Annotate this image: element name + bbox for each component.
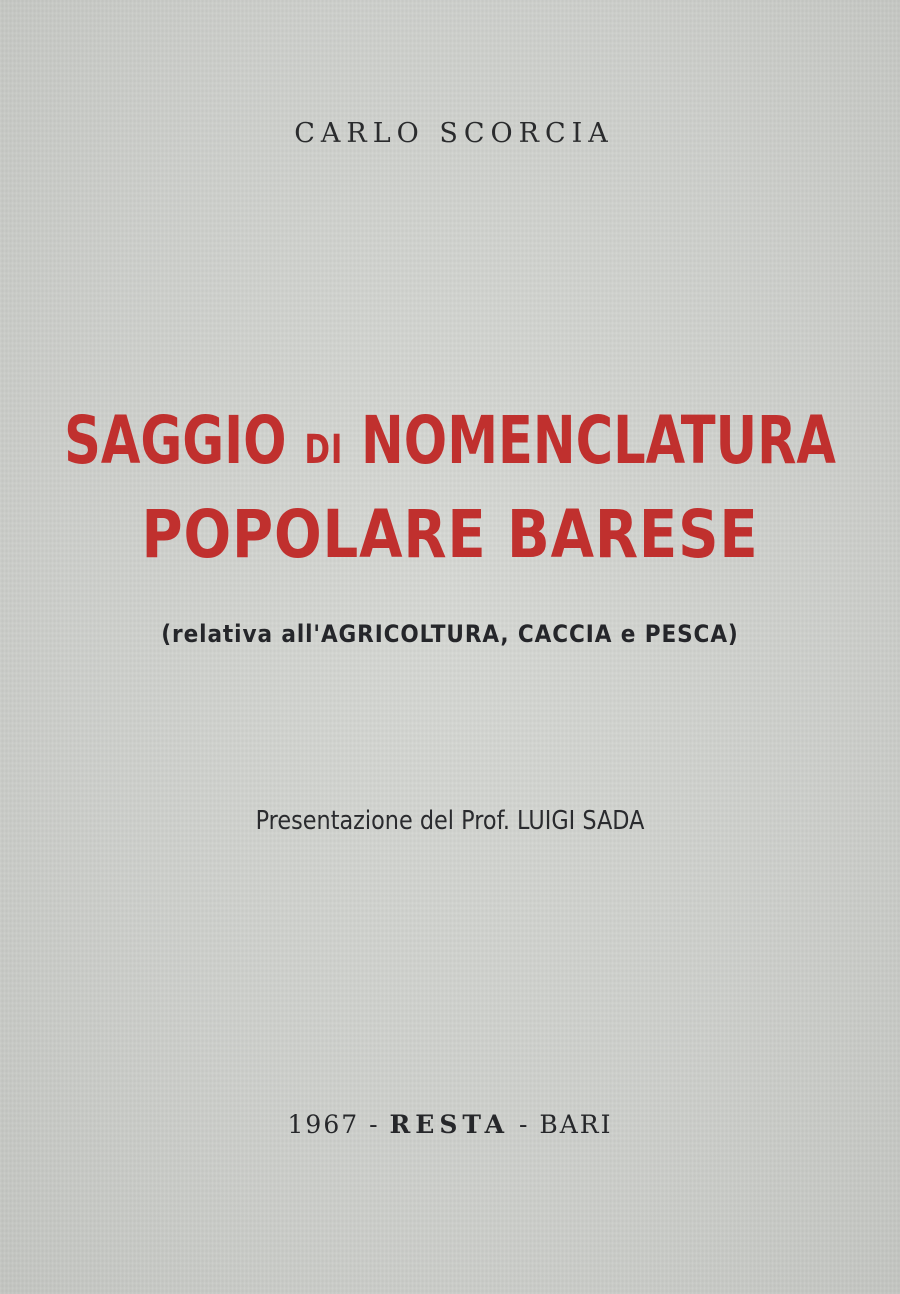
- title-word-saggio: SAGGIO: [64, 402, 287, 479]
- title-line-1: [63, 402, 837, 479]
- imprint: [0, 1110, 900, 1139]
- imprint-year: 1967: [287, 1110, 360, 1139]
- title-line-2: POPOLARE BARESE: [141, 496, 759, 573]
- imprint-separator: -: [509, 1110, 540, 1139]
- title-word-nomenclatura: NOMENCLATURA: [361, 402, 836, 479]
- imprint-separator: -: [359, 1110, 390, 1139]
- imprint-publisher: RESTA: [389, 1110, 510, 1139]
- imprint-city: BARI: [539, 1110, 613, 1139]
- title-word-di: DI: [304, 427, 344, 473]
- subtitle: (relativa all'AGRICOLTURA, CACCIA e PESCA): [161, 620, 739, 648]
- presentation-credit: Presentazione del Prof. LUIGI SADA: [255, 806, 645, 836]
- author-name: CARLO SCORCIA: [294, 118, 614, 149]
